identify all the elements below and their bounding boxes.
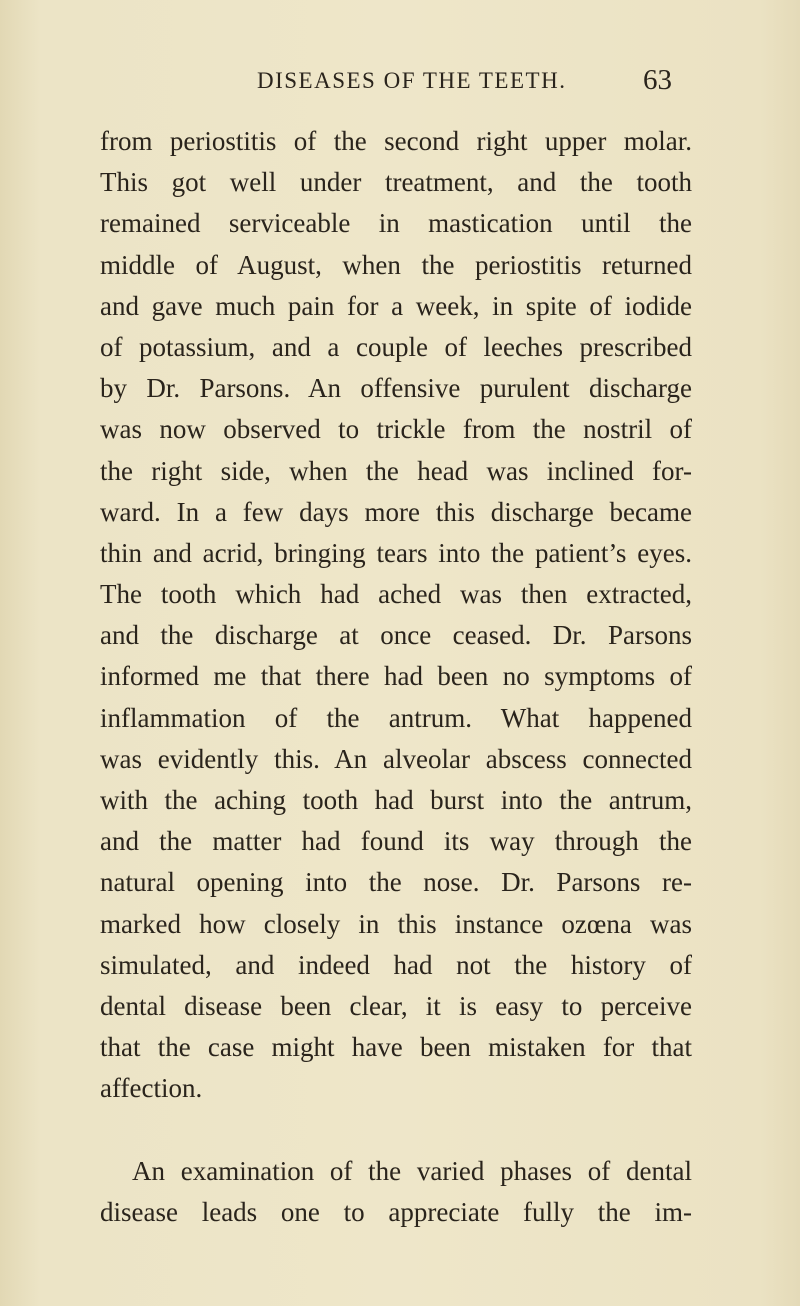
paragraph bbox=[100, 121, 692, 1110]
text-line: and the matter had found its way through the bbox=[100, 826, 692, 857]
text-line: remained serviceable in mastication until the bbox=[100, 208, 692, 239]
paragraph-break bbox=[100, 1110, 692, 1151]
body-text bbox=[100, 121, 692, 1233]
text-line: from periostitis of the second right upper molar. bbox=[100, 126, 692, 156]
page-header bbox=[0, 64, 800, 104]
text-line: An examination of the varied phases of dental bbox=[132, 1155, 692, 1186]
paragraph bbox=[100, 1151, 692, 1233]
text-line: affection. bbox=[100, 1073, 203, 1104]
page-number: 63 bbox=[643, 64, 672, 96]
text-line: informed me that there had been no symptoms of bbox=[100, 661, 692, 692]
text-line: The tooth which had ached was then extracted, bbox=[100, 579, 692, 610]
text-line: This got well under treatment, and the tooth bbox=[100, 167, 692, 198]
text-line: simulated, and indeed had not the history of bbox=[100, 949, 692, 980]
running-head: DISEASES OF THE TEETH. bbox=[257, 68, 567, 93]
text-line: the right side, when the head was inclined for- bbox=[100, 455, 692, 486]
text-line: marked how closely in this instance ozœna was bbox=[100, 908, 692, 939]
text-line: by Dr. Parsons. An offensive purulent discharge bbox=[100, 373, 692, 404]
text-line: that the case might have been mistaken for that bbox=[100, 1032, 692, 1063]
text-line: and gave much pain for a week, in spite of iodide bbox=[100, 290, 692, 321]
text-line: dental disease been clear, it is easy to perceive bbox=[100, 990, 692, 1021]
text-line: natural opening into the nose. Dr. Parsons re- bbox=[100, 867, 692, 898]
text-line: was evidently this. An alveolar abscess connected bbox=[100, 743, 692, 774]
text-line: was now observed to trickle from the nostril of bbox=[100, 414, 692, 445]
text-line: thin and acrid, bringing tears into the patient’s eyes. bbox=[100, 537, 692, 568]
text-line: inflammation of the antrum. What happened bbox=[100, 702, 692, 733]
text-line: disease leads one to appreciate fully the im- bbox=[100, 1196, 692, 1227]
text-line: and the discharge at once ceased. Dr. Parsons bbox=[100, 620, 692, 651]
text-line: middle of August, when the periostitis returned bbox=[100, 249, 692, 280]
text-line: of potassium, and a couple of leeches prescribed bbox=[100, 331, 692, 362]
text-line: with the aching tooth had burst into the antrum, bbox=[100, 785, 692, 815]
text-line: ward. In a few days more this discharge became bbox=[100, 496, 692, 527]
